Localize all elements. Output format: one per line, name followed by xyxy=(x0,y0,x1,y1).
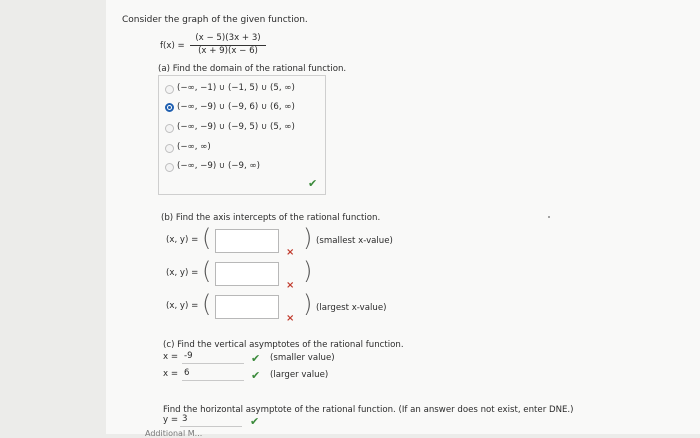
intercept-3-close-paren: ) xyxy=(303,290,313,318)
domain-option-1[interactable]: (−∞, −9) ∪ (−9, 6) ∪ (6, ∞) xyxy=(177,102,295,112)
intercept-2-incorrect-icon: × xyxy=(286,280,295,291)
intercept-3-input[interactable] xyxy=(215,295,279,319)
vertical-asymptote-1-label: x = xyxy=(163,352,179,362)
additional-materials-link[interactable]: Additional M... xyxy=(145,429,203,438)
function-denominator: (x + 9)(x − 6) xyxy=(198,46,258,56)
vertical-asymptote-1-underline xyxy=(182,363,244,364)
part-c-question: (c) Find the vertical asymptotes of the rational function. xyxy=(163,340,404,350)
domain-option-0[interactable]: (−∞, −1) ∪ (−1, 5) ∪ (5, ∞) xyxy=(177,83,295,93)
intercept-3-incorrect-icon: × xyxy=(286,313,295,324)
vertical-asymptote-2-note: (larger value) xyxy=(270,370,329,380)
intercept-2-label: (x, y) = xyxy=(166,268,199,278)
intercept-2-input[interactable] xyxy=(215,262,279,286)
domain-radio-0[interactable] xyxy=(165,85,174,94)
intercept-1-open-paren: ( xyxy=(202,224,212,252)
part-b-question: (b) Find the axis intercepts of the rational function. xyxy=(161,213,381,223)
intercept-2-close-paren: ) xyxy=(303,257,313,285)
domain-option-3[interactable]: (−∞, ∞) xyxy=(177,142,211,152)
domain-radio-1[interactable] xyxy=(165,103,174,112)
stray-dot xyxy=(548,216,550,218)
intercept-1-label: (x, y) = xyxy=(166,235,199,245)
intercept-1-incorrect-icon: × xyxy=(286,247,295,258)
intercept-1-note: (smallest x-value) xyxy=(316,236,393,246)
function-numerator: (x − 5)(3x + 3) xyxy=(195,33,261,43)
vertical-asymptote-1-input[interactable]: -9 xyxy=(184,351,193,361)
vertical-asymptote-2-check-icon: ✔ xyxy=(251,369,261,382)
intercept-2-open-paren: ( xyxy=(202,257,212,285)
intercept-1-close-paren: ) xyxy=(303,224,313,252)
vertical-asymptote-2-underline xyxy=(182,380,244,381)
horizontal-asymptote-underline xyxy=(180,426,242,427)
function-label: f(x) = xyxy=(160,41,185,51)
domain-option-2[interactable]: (−∞, −9) ∪ (−9, 5) ∪ (5, ∞) xyxy=(177,122,295,132)
intercept-1-input[interactable] xyxy=(215,229,279,253)
vertical-asymptote-2-label: x = xyxy=(163,369,179,379)
horizontal-asymptote-question: Find the horizontal asymptote of the rational function. (If an answer does not exist, enter DNE.) xyxy=(163,405,574,415)
horizontal-asymptote-label: y = xyxy=(163,415,179,425)
part-a-correct-check-icon: ✔ xyxy=(308,177,318,190)
domain-radio-3[interactable] xyxy=(165,144,174,153)
intercept-3-note: (largest x-value) xyxy=(316,303,387,313)
vertical-asymptote-1-check-icon: ✔ xyxy=(251,352,261,365)
part-a-question: (a) Find the domain of the rational function. xyxy=(158,64,347,74)
horizontal-asymptote-check-icon: ✔ xyxy=(250,415,260,428)
vertical-asymptote-1-note: (smaller value) xyxy=(270,353,335,363)
domain-radio-4[interactable] xyxy=(165,163,174,172)
vertical-asymptote-2-input[interactable]: 6 xyxy=(184,368,190,378)
domain-radio-2[interactable] xyxy=(165,124,174,133)
domain-option-4[interactable]: (−∞, −9) ∪ (−9, ∞) xyxy=(177,161,260,171)
domain-choices-box xyxy=(158,75,326,195)
intercept-3-label: (x, y) = xyxy=(166,301,199,311)
intercept-3-open-paren: ( xyxy=(202,290,212,318)
problem-prompt: Consider the graph of the given function. xyxy=(122,15,308,25)
horizontal-asymptote-input[interactable]: 3 xyxy=(182,414,188,424)
